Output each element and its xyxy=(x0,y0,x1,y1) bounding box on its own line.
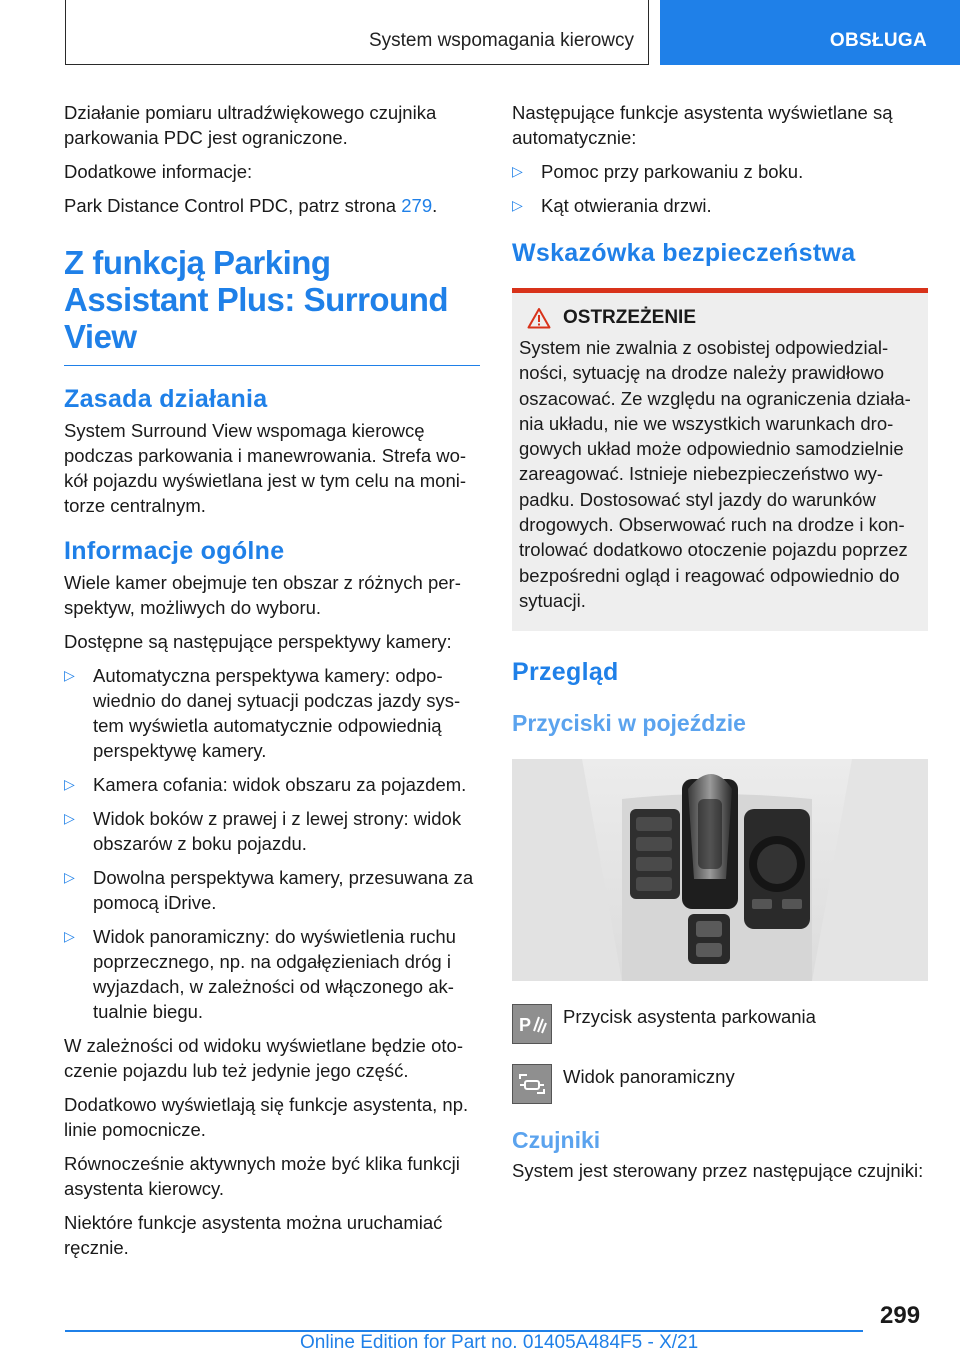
footer-edition: Online Edition for Part no. 01405A484F5 - X/21 xyxy=(300,1332,699,1353)
paragraph: Wiele kamer obejmuje ten obszar z różnych perspektyw, możliwych do wyboru. xyxy=(64,572,461,618)
section-title: OBSŁUGA xyxy=(829,30,927,51)
legend-item xyxy=(512,1004,928,1044)
paragraph: Dostępne są następujące perspektywy kamery: xyxy=(64,631,452,652)
paragraph: W zależności od widoku wyświetlane będzie otoczenie pojazdu lub też jedynie jego część. xyxy=(64,1035,463,1081)
page-number: 299 xyxy=(880,1302,921,1329)
paragraph: Dodatkowo wyświetlają się funkcje asystenta, np. linie pomocnicze. xyxy=(64,1094,469,1140)
park-assist-icon xyxy=(512,1004,552,1044)
heading-overview: Przegląd xyxy=(512,658,619,687)
legend-label: Widok panoramiczny xyxy=(563,1066,735,1088)
main-heading: Z funkcją Parking Assistant Plus: Surround View xyxy=(64,244,480,366)
warning-title: OSTRZEŻENIE xyxy=(563,307,697,328)
list-item: ▷ Widok boków z prawej i z lewej strony: widok obszarów z boku pojazdu. xyxy=(64,808,462,854)
list-item: ▷ Kąt otwierania drzwi. xyxy=(512,195,712,216)
paragraph: Równocześnie aktywnych może być klika funkcji asystenta kierowcy. xyxy=(64,1153,460,1199)
chapter-title: System wspomagania kierowcy xyxy=(368,30,634,51)
page-link[interactable]: 279 xyxy=(401,195,433,216)
heading-principle: Zasada działania xyxy=(64,385,268,413)
right-column xyxy=(512,100,928,1192)
triangle-bullet-icon: ▷ xyxy=(64,776,75,792)
heading-general: Informacje ogólne xyxy=(64,537,285,565)
reference-text: Park Distance Control PDC, patrz strona xyxy=(64,195,402,216)
warning-text: System nie zwalnia z osobistej odpowiedzialności, sytuację na drodze należy prawidłowo oszacować. Ze względu na ograniczenia działania układu, nie we wszystkich warunkach drogowych układ może odpowiednio samodzielnie zareagować. Istnieje niebezpieczeństwo wypadku. Dostosować styl jazdy do warunków drogowych. Obserwować ruch na drodze i kontrolować dodatkowo otoczenie pojazdu poprzez bezpośredni ogląd i reagować odpowiednio do sytuacji. xyxy=(519,337,911,611)
triangle-bullet-icon: ▷ xyxy=(64,810,75,826)
header-chapter-box xyxy=(65,0,649,65)
center-console-photo xyxy=(512,759,928,981)
legend-label: Przycisk asystenta parkowania xyxy=(563,1006,816,1028)
camera-perspective-list xyxy=(64,663,480,1024)
panorama-view-icon xyxy=(512,1064,552,1104)
warning-triangle-icon xyxy=(527,307,551,329)
triangle-bullet-icon: ▷ xyxy=(512,197,523,213)
legend-item xyxy=(512,1064,928,1104)
paragraph: System Surround View wspomaga kierowcę podczas parkowania i manewrowania. Strefa wokół pojazdu wyświetlana jest w tym celu na monitorze centralnym. xyxy=(64,420,467,516)
reference-end: . xyxy=(432,195,438,216)
svg-text:P: P xyxy=(519,1015,532,1036)
warning-box xyxy=(512,288,928,631)
paragraph-reference xyxy=(64,193,480,218)
triangle-bullet-icon: ▷ xyxy=(64,667,75,683)
auto-functions-list xyxy=(512,159,928,218)
list-item: ▷ Widok panoramiczny: do wyświetlenia ruchu poprzecznego, np. na odgałęzieniach dróg i wyjazdach, w zależności od włączonego aktualnie biegu. xyxy=(64,926,456,1022)
triangle-bullet-icon: ▷ xyxy=(64,928,75,944)
list-item: ▷ Automatyczna perspektywa kamery: odpowiednio do danej sytuacji podczas jazdy system wyświetla automatycznie odpowiednią perspektywę kamery. xyxy=(64,665,461,761)
header-section-tab xyxy=(660,0,960,65)
triangle-bullet-icon: ▷ xyxy=(64,869,75,885)
list-item: ▷ Pomoc przy parkowaniu z boku. xyxy=(512,161,804,182)
list-item: ▷ Kamera cofania: widok obszaru za pojazdem. xyxy=(64,774,467,795)
paragraph: System jest sterowany przez następujące czujniki: xyxy=(512,1160,924,1182)
list-item: ▷ Dowolna perspektywa kamery, przesuwana za pomocą iDrive. xyxy=(64,867,474,913)
triangle-bullet-icon: ▷ xyxy=(512,163,523,179)
heading-buttons: Przyciski w pojeździe xyxy=(512,710,746,737)
warning-header xyxy=(519,307,922,329)
heading-sensors: Czujniki xyxy=(512,1127,601,1154)
paragraph: Działanie pomiaru ultradźwiękowego czujnika parkowania PDC jest ograniczone. xyxy=(64,102,437,148)
paragraph: Niektóre funkcje asystenta można uruchamiać ręcznie. xyxy=(64,1212,443,1258)
paragraph: Następujące funkcje asystenta wyświetlane są automatycznie: xyxy=(512,102,893,148)
paragraph: Dodatkowe informacje: xyxy=(64,161,253,182)
left-column xyxy=(64,100,480,1269)
heading-safety: Wskazówka bezpieczeństwa xyxy=(512,239,856,267)
